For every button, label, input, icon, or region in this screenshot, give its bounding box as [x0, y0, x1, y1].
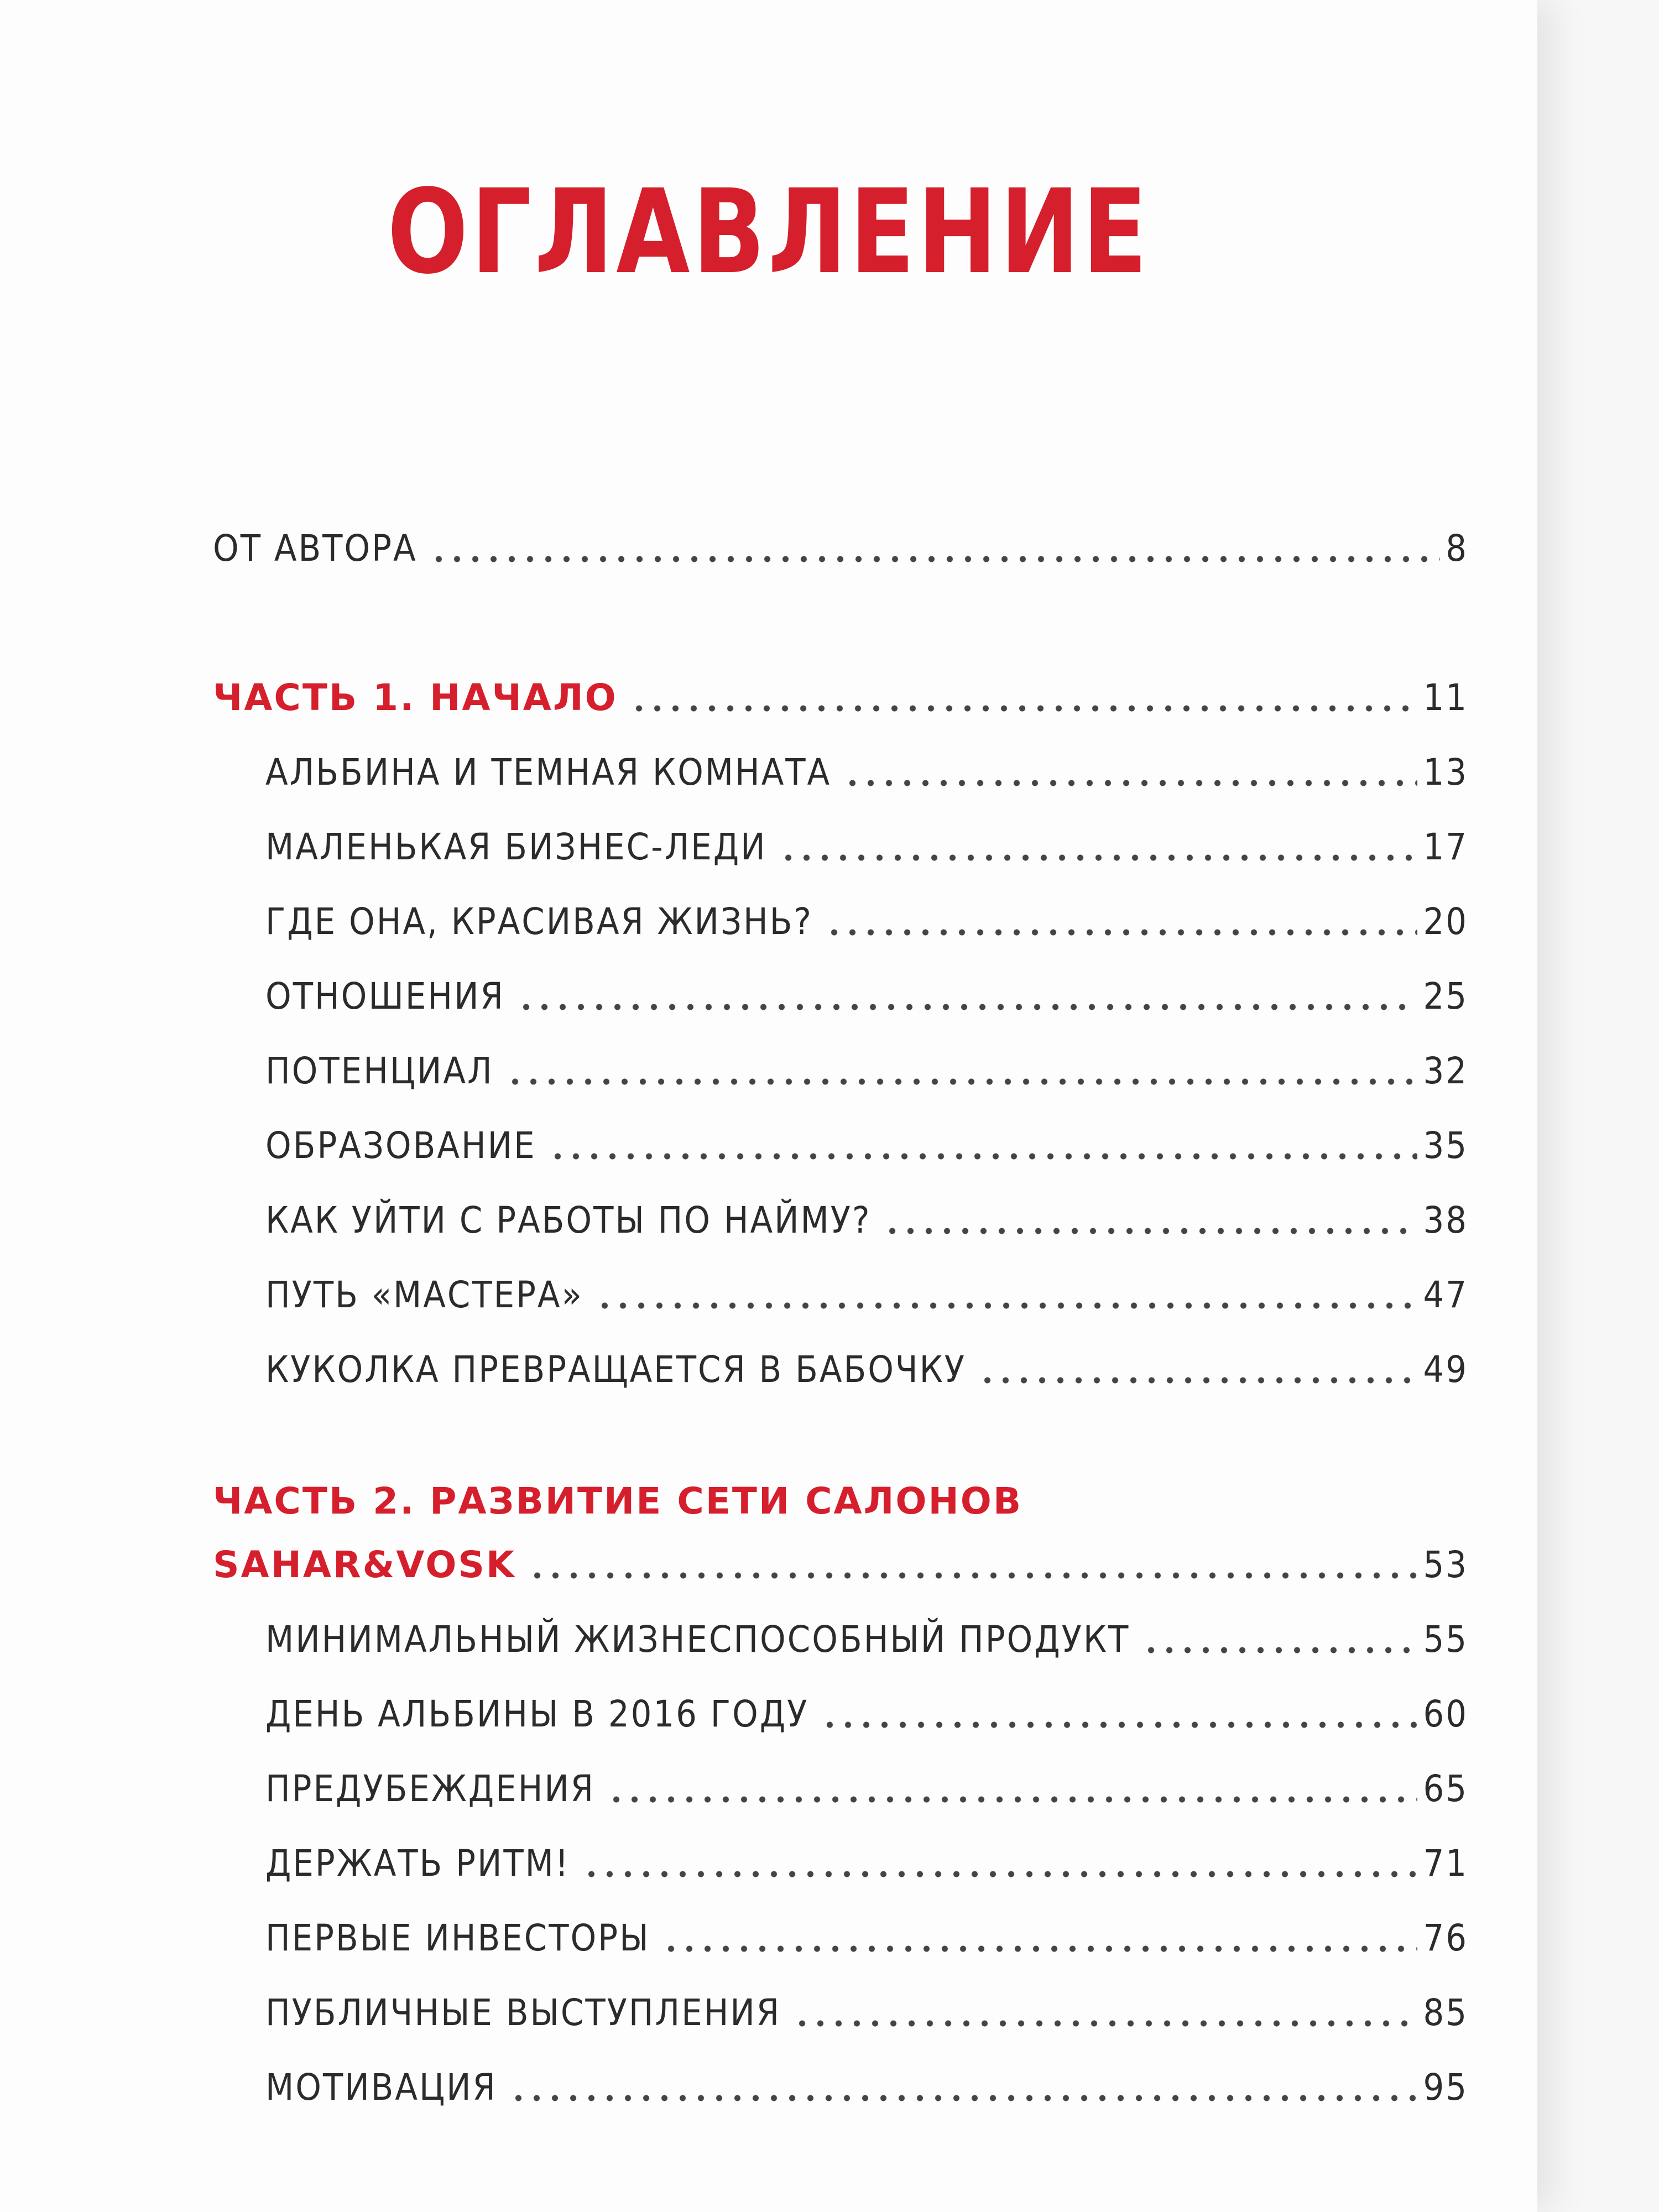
toc-part-2-title-line1[interactable]: ЧАСТЬ 2. РАЗВИТИЕ СЕТИ САЛОНОВ	[213, 1480, 1023, 1522]
dot-leader	[509, 2069, 1418, 2106]
toc-entry-page: 11	[1423, 676, 1468, 719]
toc-part-label: ЧАСТЬ 1. НАЧАЛО	[213, 676, 618, 719]
toc-entry-page: 49	[1423, 1348, 1468, 1391]
toc-part-label: SAHAR&VOSK	[213, 1543, 517, 1586]
toc-entry-page: 8	[1446, 527, 1468, 570]
toc-entry-label: ПУБЛИЧНЫЕ ВЫСТУПЛЕНИЯ	[265, 1991, 781, 2034]
toc-entry-label: МОТИВАЦИЯ	[265, 2066, 497, 2109]
dot-leader	[528, 1547, 1417, 1583]
dot-leader	[779, 829, 1418, 865]
toc-entry-label: ДЕРЖАТЬ РИТМ!	[265, 1842, 570, 1885]
dot-leader	[1142, 1621, 1417, 1658]
toc-entry-page: 76	[1423, 1917, 1468, 1959]
toc-entry-page: 85	[1423, 1991, 1468, 2034]
toc-entry-page: 71	[1423, 1842, 1468, 1885]
toc-entry-label: ОБРАЗОВАНИЕ	[265, 1124, 536, 1167]
dot-leader	[821, 1696, 1417, 1733]
toc-entry[interactable]	[265, 1901, 1468, 1957]
dot-leader	[607, 1771, 1417, 1807]
toc-entry-page: 55	[1423, 1618, 1468, 1661]
toc-entry-page: 38	[1423, 1199, 1468, 1241]
toc-entry[interactable]	[265, 1752, 1468, 1810]
dot-leader	[825, 904, 1418, 940]
toc-entry-page: 65	[1423, 1767, 1468, 1810]
toc-entry[interactable]	[265, 1603, 1468, 1661]
toc-entry-page: 53	[1423, 1543, 1468, 1586]
dot-leader	[630, 680, 1418, 716]
toc-entry-label: ГДЕ ОНА, КРАСИВАЯ ЖИЗНЬ?	[265, 900, 813, 943]
dot-leader	[793, 1995, 1417, 2031]
toc-entry-page: 60	[1423, 1693, 1468, 1735]
toc-entry-label: ПОТЕНЦИАЛ	[265, 1050, 494, 1092]
toc-entry-label: ПРЕДУБЕЖДЕНИЯ	[265, 1767, 596, 1810]
dot-leader	[506, 1053, 1418, 1089]
toc-entry-label: КАК УЙТИ С РАБОТЫ ПО НАЙМУ?	[265, 1199, 872, 1241]
toc-entry[interactable]	[265, 1827, 1468, 1885]
toc-entry[interactable]	[265, 885, 1468, 943]
toc-entry-label: ДЕНЬ АЛЬБИНЫ В 2016 ГОДУ	[265, 1693, 809, 1735]
toc-entry-page: 95	[1423, 2066, 1468, 2109]
toc-entry-label: ПЕРВЫЕ ИНВЕСТОРЫ	[265, 1917, 650, 1959]
toc-entry-page: 13	[1423, 751, 1468, 794]
dot-leader	[549, 1128, 1418, 1164]
toc-entry[interactable]	[265, 735, 1468, 794]
toc-entry-page: 20	[1423, 900, 1468, 943]
toc-entry-label: ОТ АВТОРА	[213, 527, 418, 570]
toc-entry-page: 35	[1423, 1124, 1468, 1167]
toc-entry[interactable]	[265, 1258, 1468, 1316]
toc-entry-label: ОТНОШЕНИЯ	[265, 975, 505, 1018]
dot-leader	[596, 1277, 1418, 1313]
toc-entry[interactable]	[265, 810, 1468, 868]
dot-leader	[662, 1920, 1417, 1957]
toc-entry-label: АЛЬБИНА И ТЕМНАЯ КОМНАТА	[265, 751, 832, 794]
toc-entry[interactable]	[265, 1976, 1468, 2034]
dot-leader	[978, 1352, 1417, 1388]
toc-entry[interactable]	[265, 1034, 1468, 1092]
toc-entry-page: 25	[1423, 975, 1468, 1018]
toc-entry-page: 47	[1423, 1274, 1468, 1316]
toc-entry-page: 32	[1423, 1050, 1468, 1092]
toc-entry-label: КУКОЛКА ПРЕВРАЩАЕТСЯ В БАБОЧКУ	[265, 1348, 966, 1391]
toc-entry[interactable]	[265, 1677, 1468, 1733]
toc-part-1[interactable]	[213, 661, 1468, 719]
toc-entry-label: МИНИМАЛЬНЫЙ ЖИЗНЕСПОСОБНЫЙ ПРОДУКТ	[265, 1618, 1130, 1661]
toc-entry-from-author[interactable]	[213, 512, 1468, 570]
toc-part-2[interactable]	[213, 1528, 1468, 1586]
toc-entry[interactable]	[265, 2051, 1468, 2109]
toc-entry-label: МАЛЕНЬКАЯ БИЗНЕС-ЛЕДИ	[265, 826, 767, 868]
toc-entry[interactable]	[265, 1109, 1468, 1167]
dot-leader	[582, 1845, 1418, 1882]
page-title: ОГЛАВЛЕНИЕ	[387, 164, 1150, 300]
toc-entry-label: ПУТЬ «МАСТЕРА»	[265, 1274, 583, 1316]
dot-leader	[430, 530, 1441, 567]
dot-leader	[843, 754, 1417, 791]
dot-leader	[883, 1202, 1417, 1239]
toc-entry[interactable]	[265, 1183, 1468, 1239]
toc-entry[interactable]	[265, 959, 1468, 1018]
toc-entry-page: 17	[1423, 826, 1468, 868]
dot-leader	[517, 978, 1418, 1015]
toc-entry[interactable]	[265, 1333, 1468, 1391]
